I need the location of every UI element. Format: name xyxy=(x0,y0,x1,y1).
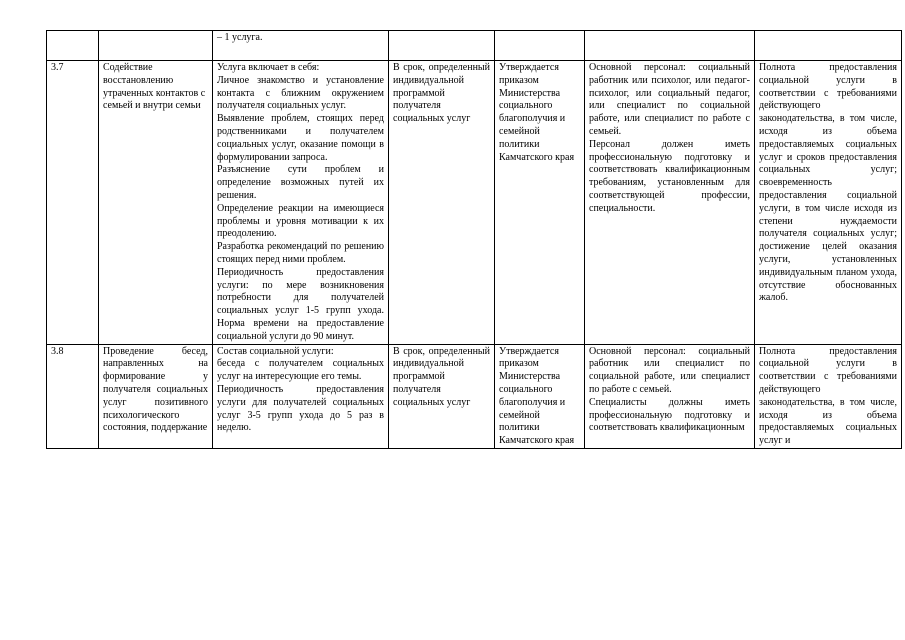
cell-term: В срок, определенный индивидуальной программой получателя социальных услуг xyxy=(389,61,495,345)
content-paragraph: Услуга включает в себя: xyxy=(217,62,320,73)
cell-quality: Полнота предоставления социальной услуги в соответствии с требованиями действующего законодательства, в том числе, исходя из объема предоставляемых социальных услуг и сроков предоставления социальных услуг; своевременность предоставления социальной услуги, в том числе исходя из степени нуждаемости получателя социальных услуг; достижение целей оказания услуги, установленных индивидуальным планом ухода, отсутствие обоснованных жалоб. xyxy=(755,61,902,345)
cell-term xyxy=(389,31,495,61)
content-paragraph: Разработка рекомендаций по решению стоящих перед ними проблем. xyxy=(217,241,384,265)
staff-paragraph: Основной персонал: социальный работник или специалист по социальной работе, или специалист по работе с семьей. xyxy=(589,345,750,395)
cell-service-name: Содействие восстановлению утраченных контактов с семьей и внутри семьи xyxy=(99,61,213,345)
cell-content xyxy=(213,344,389,448)
content-paragraph: Личное знакомство и установление контакта с ближним окружением получателя социальных услуг. xyxy=(217,74,384,112)
content-paragraph: Периодичность предоставления услуги: по мере возникновения потребности для получателей социальных услуг 1-5 групп ухода. Норма времени на предоставление социальной услуги до 90 минут. xyxy=(217,266,384,342)
table-row xyxy=(47,31,902,61)
table-body xyxy=(47,31,902,449)
staff-paragraph: Персонал должен иметь профессиональную подготовку и соответствовать квалификационным требованиям, установленным для соответствующей профессии, специальности. xyxy=(589,138,750,214)
content-paragraph: Периодичность предоставления услуги для получателей социальных услуг 3-5 групп ухода до 5 раз в неделю. xyxy=(217,383,384,434)
cell-approval: Утверждается приказом Министерства социального благополучия и семейной политики Камчатского края xyxy=(495,344,585,448)
table-row xyxy=(47,61,902,345)
content-paragraph: беседа с получателем социальных услуг на интересующие его темы. xyxy=(217,358,384,383)
cell-service-name xyxy=(99,31,213,61)
content-paragraph: Определение реакции на имеющиеся проблемы и уровня мотивации к их преодолению. xyxy=(217,202,384,240)
cell-approval xyxy=(495,31,585,61)
cell-number: 3.8 xyxy=(47,344,99,448)
table-row xyxy=(47,344,902,448)
content-paragraph: Состав социальной услуги: xyxy=(217,345,334,357)
cell-staff xyxy=(585,31,755,61)
staff-paragraph: Специалисты должны иметь профессиональную подготовку и соответствовать квалификационным xyxy=(589,396,750,434)
content-paragraph: Выявление проблем, стоящих перед родственниками и получателем социальных услуг, оказание помощи в формулировании запроса. xyxy=(217,113,384,163)
cell-staff xyxy=(585,61,755,345)
cell-content xyxy=(213,31,389,61)
staff-paragraph: Основной персонал: социальный работник или психолог, или педагог-психолог, или социальный педагог, или специалист по социальной работе, или специалист по работе с семьей. xyxy=(589,62,750,137)
cell-approval: Утверждается приказом Министерства социального благополучия и семейной политики Камчатского края xyxy=(495,61,585,345)
content-paragraph: Разъяснение сути проблем и определение возможных путей их решения. xyxy=(217,164,384,201)
cell-number xyxy=(47,31,99,61)
cell-staff xyxy=(585,344,755,448)
cell-content xyxy=(213,61,389,345)
cell-number: 3.7 xyxy=(47,61,99,345)
services-table xyxy=(46,30,902,449)
cell-service-name: Проведение бесед, направленных на формирование у получателя социальных услуг позитивного психологического состояния, поддержание xyxy=(99,344,213,448)
content-paragraph: – 1 услуга. xyxy=(217,32,263,43)
cell-term: В срок, определенный индивидуальной программой получателя социальных услуг xyxy=(389,344,495,448)
cell-quality xyxy=(755,31,902,61)
cell-quality: Полнота предоставления социальной услуги в соответствии с требованиями действующего законодательства, в том числе, исходя из объема предоставляемых социальных услуг и xyxy=(755,344,902,448)
